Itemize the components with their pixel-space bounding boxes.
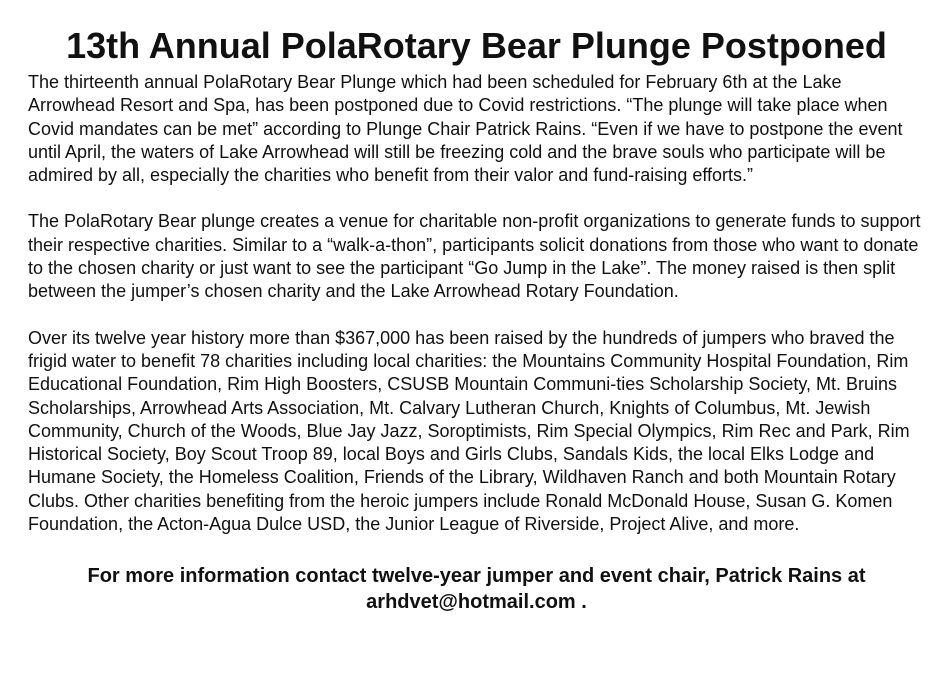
contact-text: For more information contact twelve-year jumper and event chair, Patrick Rains at	[87, 565, 866, 588]
paragraph-history-charities: Over its twelve year history more than $367,000 has been raised by the hundreds of jumpers who braved the frigid water to benefit 78 charities including local charities: the Mountains Community Hospital Foundation, Rim Educational Foundation, Rim High Boosters, CSUSB Mountain Communi-ties Scholarship Society, Mt. Bruins Scholarships, Arrowhead Arts Association, Mt. Calvary Lutheran Church, Knights of Columbus, Mt. Jewish Community, Church of the Woods, Blue Jay Jazz, Soroptimists, Rim Special Olympics, Rim Rec and Park, Rim Historical Society, Boy Scout Troop 89, local Boys and Girls Clubs, Sandals Kids, the local Elks Lodge and Humane Society, the Homeless Coalition, Friends of the Library, Wildhaven Ranch and both Mountain Rotary Clubs. Other charities benefiting from the heroic jumpers include Ronald McDonald House, Susan G. Komen Foundation, the Acton-Agua Dulce USD, the Junior League of Riverside, Project Alive, and more.	[28, 327, 910, 535]
contact-email: arhdvet@hotmail.com .	[366, 591, 587, 614]
contact-info	[28, 563, 925, 615]
paragraph-postponement: The thirteenth annual PolaRotary Bear Plunge which had been scheduled for February 6th at the Lake Arrowhead Resort and Spa, has been postponed due to Covid restrictions. “The plunge will take place when Covid mandates can be met” according to Plunge Chair Patrick Rains. “Even if we have to postpone the event until April, the waters of Lake Arrowhead will still be freezing cold and the brave souls who participate will be admired by all, especially the charities who benefit from their valor and fund-raising efforts.”	[28, 72, 903, 186]
paragraph-about-plunge: The PolaRotary Bear plunge creates a venue for charitable non-profit organizations to generate funds to support their respective charities. Similar to a “walk-a-thon”, participants solicit donations from those who want to donate to the chosen charity or just want to see the participant “Go Jump in the Lake”. The money raised is then split between the jumper’s chosen charity and the Lake Arrowhead Rotary Foundation.	[28, 211, 921, 302]
article-title: 13th Annual PolaRotary Bear Plunge Postponed	[66, 25, 887, 66]
